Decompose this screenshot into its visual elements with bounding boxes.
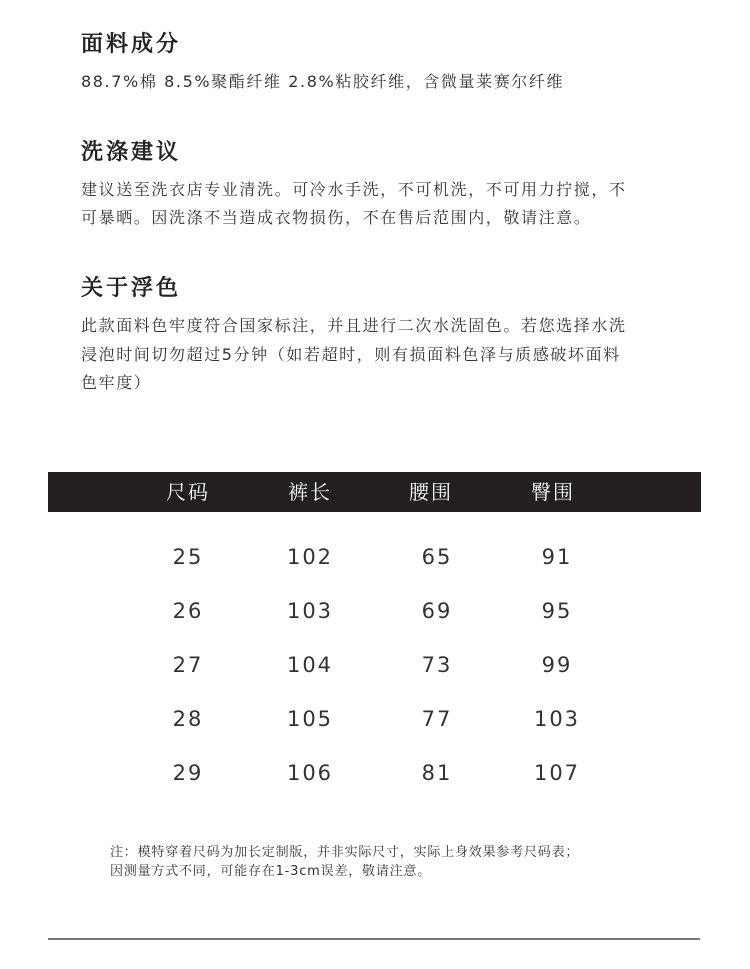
cell-size: 29 <box>172 761 204 785</box>
cell-size: 28 <box>172 707 204 731</box>
note-line-2: 因测量方式不同，可能存在1-3cm误差，敬请注意。 <box>110 864 432 879</box>
table-row <box>0 704 750 758</box>
measurement-note <box>110 843 690 881</box>
cell-pants-length: 105 <box>286 707 334 731</box>
fading-line-2: 浸泡时间切勿超过5分钟（如若超时，则有损面料色泽与质感破坏面料 <box>81 344 621 364</box>
cell-waist: 65 <box>421 545 453 569</box>
cell-hip: 91 <box>541 545 573 569</box>
cell-waist: 81 <box>421 761 453 785</box>
washing-line-1: 建议送至洗衣店专业清洗。可冷水手洗，不可机洗，不可用力拧搅，不 <box>81 180 627 199</box>
cell-waist: 73 <box>421 653 453 677</box>
fading-title: 关于浮色 <box>81 276 182 301</box>
bottom-divider <box>48 938 700 940</box>
header-hip: 臀围 <box>531 480 575 504</box>
fading-line-1: 此款面料色牢度符合国家标注，并且进行二次水洗固色。若您选择水洗 <box>81 316 627 335</box>
washing-title: 洗涤建议 <box>81 140 182 165</box>
size-table-header <box>48 472 701 512</box>
table-row <box>0 758 750 812</box>
cell-hip: 107 <box>533 761 581 785</box>
table-row <box>0 650 750 704</box>
fabric-title: 面料成分 <box>81 32 182 57</box>
note-line-1: 注：模特穿着尺码为加长定制版，并非实际尺寸，实际上身效果参考尺码表； <box>110 845 580 860</box>
washing-line-2: 可暴晒。因洗涤不当造成衣物损伤，不在售后范围内，敬请注意。 <box>81 208 592 227</box>
cell-size: 25 <box>172 545 204 569</box>
washing-section <box>81 140 686 232</box>
fabric-composition: 88.7%棉 8.5%聚酯纤维 2.8%粘胶纤维，含微量莱赛尔纤维 <box>81 72 565 91</box>
cell-hip: 95 <box>541 599 573 623</box>
cell-waist: 69 <box>421 599 453 623</box>
header-waist: 腰围 <box>409 480 453 504</box>
header-size: 尺码 <box>166 480 210 504</box>
fabric-section <box>81 32 686 96</box>
cell-pants-length: 102 <box>286 545 334 569</box>
washing-text <box>81 176 686 232</box>
fading-text <box>81 312 686 398</box>
fading-line-3: 色牢度） <box>81 373 152 392</box>
cell-hip: 99 <box>541 653 573 677</box>
cell-pants-length: 106 <box>286 761 334 785</box>
fading-section <box>81 276 686 398</box>
cell-pants-length: 104 <box>286 653 334 677</box>
header-pants-length: 裤长 <box>288 480 332 504</box>
cell-waist: 77 <box>421 707 453 731</box>
cell-pants-length: 103 <box>286 599 334 623</box>
cell-hip: 103 <box>533 707 581 731</box>
table-row <box>0 542 750 596</box>
cell-size: 27 <box>172 653 204 677</box>
table-row <box>0 596 750 650</box>
cell-size: 26 <box>172 599 204 623</box>
